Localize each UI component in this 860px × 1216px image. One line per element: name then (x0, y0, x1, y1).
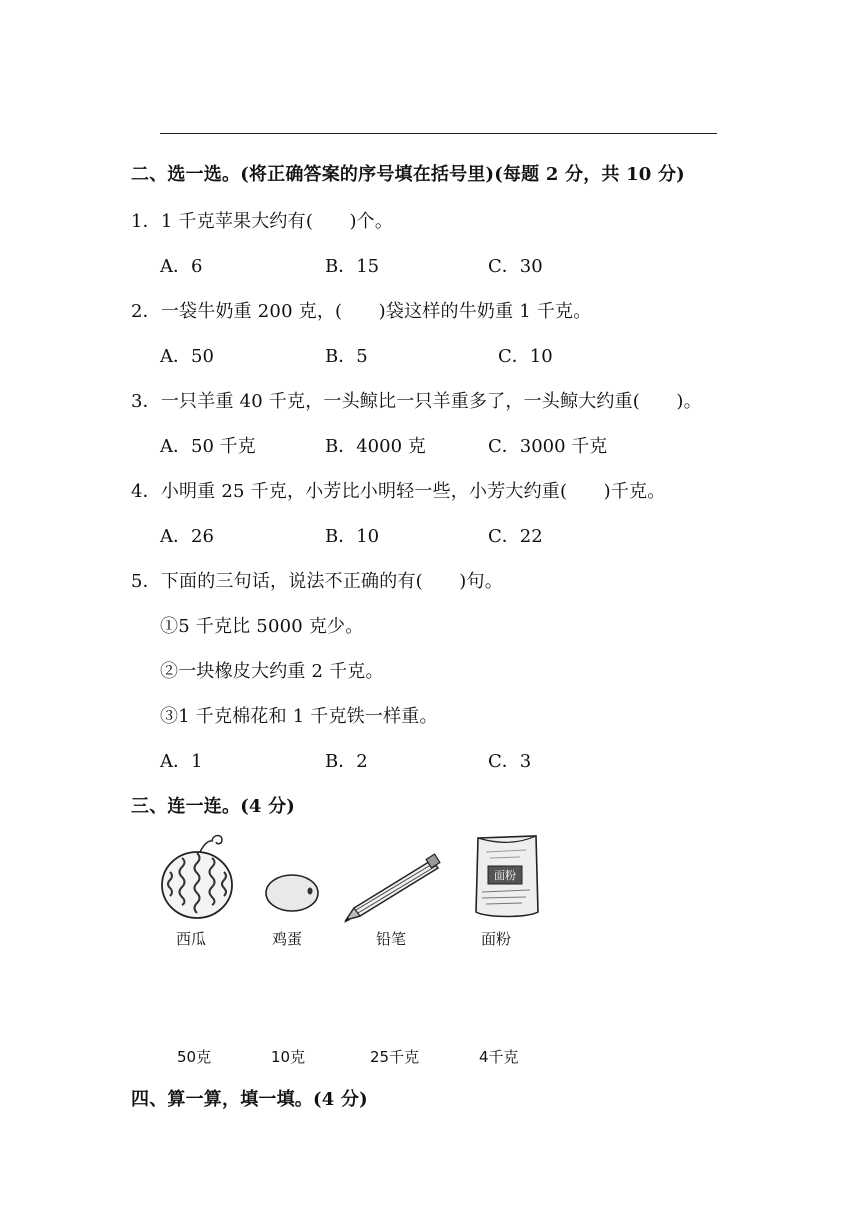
q3-option-c: C．3000 千克 (488, 436, 608, 457)
egg-icon (262, 870, 324, 916)
watermelon-icon (156, 832, 242, 922)
answer-line (160, 133, 717, 134)
q3-option-b: B．4000 克 (325, 436, 426, 457)
section-4-title: 四、算一算，填一填。(4 分) (131, 1089, 368, 1110)
item-label-pencil: 铅笔 (376, 930, 407, 948)
q2-option-a: A．50 (160, 346, 214, 367)
q5-statement-2: ②一块橡皮大约重 2 千克。 (160, 661, 384, 682)
weight-label-1: 50克 (177, 1048, 212, 1066)
svg-text:面粉: 面粉 (494, 869, 516, 882)
q5-statement-1: ①5 千克比 5000 克少。 (160, 616, 364, 637)
q1-option-b: B．15 (325, 256, 380, 277)
pencil-icon (340, 852, 444, 926)
q3-option-a: A．50 千克 (160, 436, 256, 457)
q2-option-c: C．10 (498, 346, 553, 367)
question-3: 3．一只羊重 40 千克，一头鲸比一只羊重多了，一头鲸大约重( )。 (131, 391, 702, 412)
item-label-egg: 鸡蛋 (272, 930, 303, 948)
q4-option-a: A．26 (160, 526, 214, 547)
question-1: 1．1 千克苹果大约有( )个。 (131, 211, 394, 232)
question-5: 5．下面的三句话，说法不正确的有( )句。 (131, 571, 503, 592)
item-label-watermelon: 西瓜 (176, 930, 207, 948)
q4-option-c: C．22 (488, 526, 543, 547)
q4-option-b: B．10 (325, 526, 380, 547)
q5-option-a: A．1 (160, 751, 203, 772)
weight-label-3: 25千克 (370, 1048, 420, 1066)
weight-label-2: 10克 (271, 1048, 306, 1066)
q2-option-b: B．5 (325, 346, 368, 367)
q5-statement-3: ③1 千克棉花和 1 千克铁一样重。 (160, 706, 438, 727)
section-3-title: 三、连一连。(4 分) (131, 796, 296, 817)
flour-bag-icon (468, 832, 546, 922)
q1-option-a: A．6 (160, 256, 203, 277)
item-label-flour: 面粉 (481, 930, 512, 948)
q1-option-c: C．30 (488, 256, 543, 277)
question-2: 2．一袋牛奶重 200 克，( )袋这样的牛奶重 1 千克。 (131, 301, 592, 322)
weight-label-4: 4千克 (479, 1048, 519, 1066)
q5-option-c: C．3 (488, 751, 532, 772)
question-4: 4．小明重 25 千克，小芳比小明轻一些，小芳大约重( )千克。 (131, 481, 666, 502)
section-2-title: 二、选一选。(将正确答案的序号填在括号里)(每题 2 分，共 10 分) (131, 164, 685, 185)
q5-option-b: B．2 (325, 751, 368, 772)
